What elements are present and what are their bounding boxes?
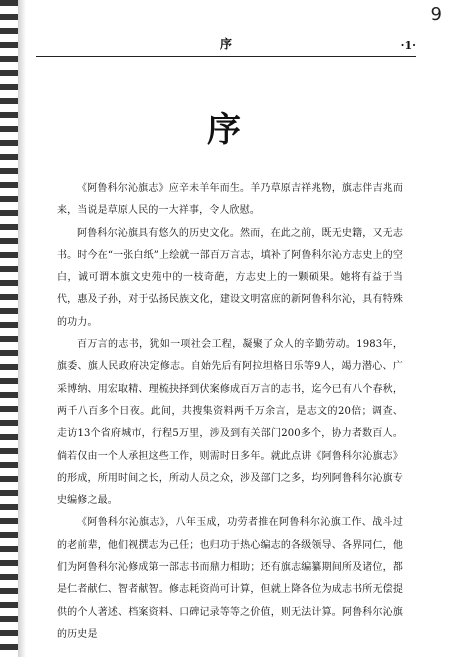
gutter-shadow <box>18 0 26 657</box>
handwritten-page-mark: 9 <box>430 4 442 25</box>
book-binding-edge <box>0 0 18 657</box>
paragraph: 《阿鲁科尔沁旗志》应辛未羊年而生。羊乃草原吉祥兆物，旗志伴吉兆而来，当说是草原人民的一大祥事，令人欣慰。 <box>57 183 403 217</box>
running-header <box>36 36 416 57</box>
paragraph: 阿鲁科尔沁旗具有悠久的历史文化。然而，在此之前，既无史籍，又无志书。时今在“一张白纸”上绘就一部百万言志，填补了阿鲁科尔沁方志史上的空白，诚可谓本旗文史苑中的一枝奇葩，方志史上的一颗硕果。她将有益于当代，惠及子孙，对于弘扬民族文化，建设文明富庶的新阿鲁科尔沁，具有特殊的功力。 <box>57 227 403 328</box>
chapter-title: 序 <box>207 110 243 150</box>
page-number: ·1· <box>400 39 416 52</box>
preface-body <box>57 178 403 646</box>
paragraph: 《阿鲁科尔沁旗志》，八年玉成，功劳者推在阿鲁科尔沁旗工作、战斗过的老前辈，他们视撰志为己任；也归功于热心编志的各级领导、各界同仁，他们为阿鲁科尔沁修成第一部志书而鼎力相助；还有旗志编纂期间所及诸位，都是仁者献仁、智者献智。修志耗资尚可计算，但就上降各位为成志书所无偿提供的个人著述、档案资料、口碑记录等等之价值，则无法计算。阿鲁科尔沁旗的历史是 <box>57 517 403 640</box>
running-header-title: 序 <box>219 37 232 51</box>
paragraph: 百万言的志书，犹如一项社会工程，凝聚了众人的辛勤劳动。1983年，旗委、旗人民政府决定修志。自始先后有阿拉坦格日乐等9人，竭力潜心、广采博纳、用宏取精、理梳抉择到伏案修成百万言的志书，迄今已有八个春秋，两千八百多个日夜。此间，共搜集资料两千万余言，是志文的20倍；调查、走访13个省府城市，行程5万里，涉及到有关部门200多个，协力者数百人。倘若仅由一个人承担这些工作，则需时日多年。就此点讲《阿鲁科尔沁旗志》的形成，所用时间之长，所动人员之众，涉及部门之多，均列阿鲁科尔沁旗专史编修之最。 <box>57 339 403 507</box>
